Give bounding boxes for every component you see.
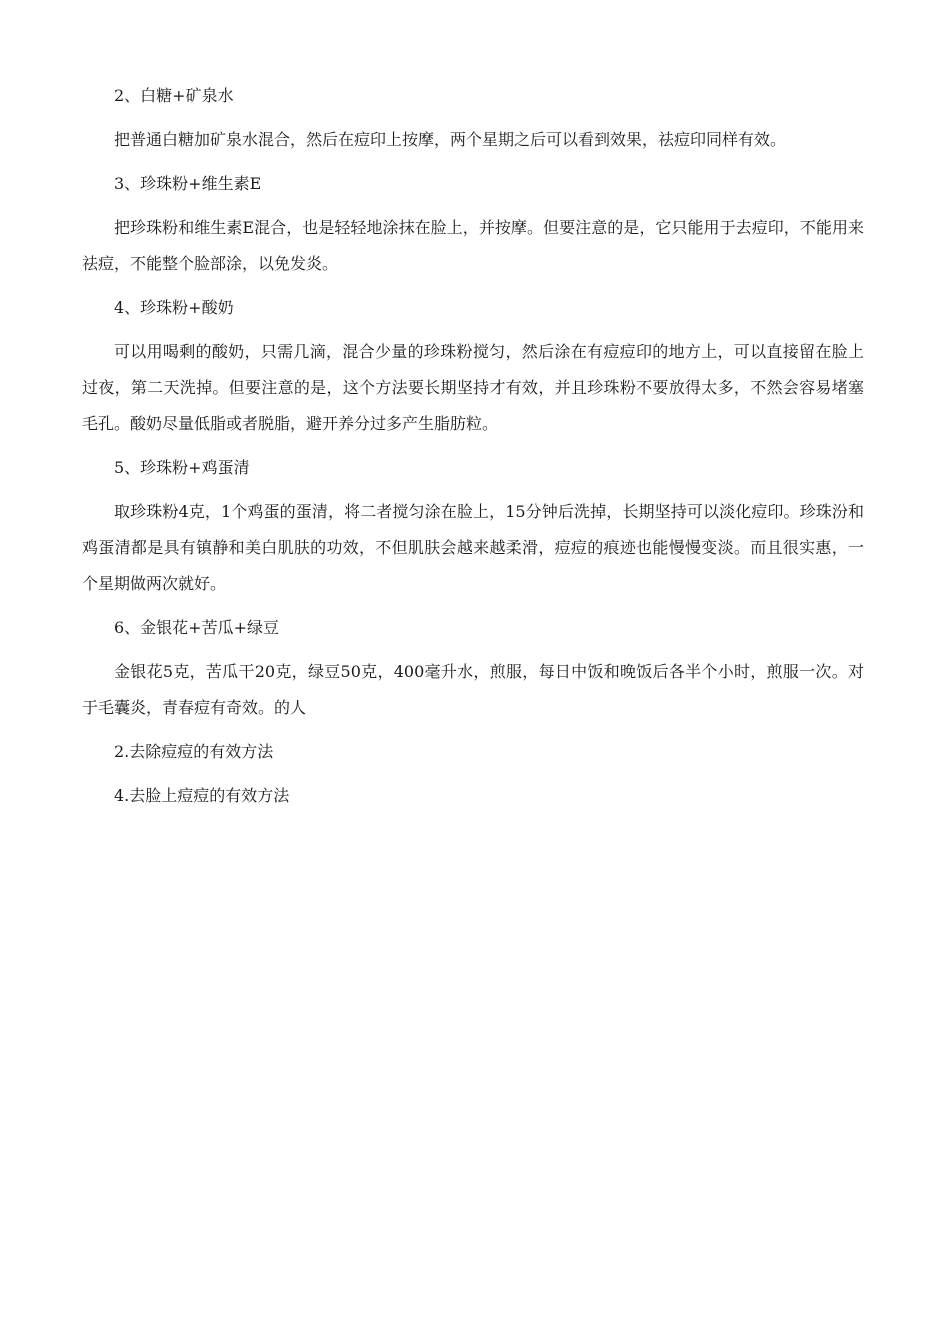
section-heading-4: 4、珍珠粉+酸奶 (114, 298, 234, 317)
section-heading-2: 2、白糖+矿泉水 (114, 86, 234, 105)
section-body-2: 把普通白糖加矿泉水混合，然后在痘印上按摩，两个星期之后可以看到效果，祛痘印同样有效。 (114, 130, 787, 149)
section-heading-5: 5、珍珠粉+鸡蛋清 (114, 458, 250, 477)
related-link-1[interactable]: 2.去除痘痘的有效方法 (114, 742, 274, 761)
section-body-3: 把珍珠粉和维生素E混合，也是轻轻地涂抹在脸上，并按摩。但要注意的是，它只能用于去痘印，不能用来祛痘，不能整个脸部涂，以免发炎。 (82, 218, 864, 273)
section-body-6: 金银花5克，苦瓜干20克，绿豆50克，400毫升水，煎服，每日中饭和晚饭后各半个小时，煎服一次。对于毛囊炎，青春痘有奇效。的人 (82, 662, 864, 717)
section-heading-3: 3、珍珠粉+维生素E (114, 174, 262, 193)
section-body-4: 可以用喝剩的酸奶，只需几滴，混合少量的珍珠粉搅匀，然后涂在有痘痘印的地方上，可以直接留在脸上过夜，第二天洗掉。但要注意的是，这个方法要长期坚持才有效，并且珍珠粉不要放得太多，不然会容易堵塞毛孔。酸奶尽量低脂或者脱脂，避开养分过多产生脂肪粒。 (82, 342, 864, 433)
document-content (82, 78, 864, 814)
section-body-5: 取珍珠粉4克，1个鸡蛋的蛋清，将二者搅匀涂在脸上，15分钟后洗掉，长期坚持可以淡化痘印。珍珠汾和鸡蛋清都是具有镇静和美白肌肤的功效，不但肌肤会越来越柔滑，痘痘的痕迹也能慢慢变淡。而且很实惠，一个星期做两次就好。 (82, 502, 864, 593)
section-heading-6: 6、金银花+苦瓜+绿豆 (114, 618, 279, 637)
related-link-2[interactable]: 4.去脸上痘痘的有效方法 (114, 786, 290, 805)
